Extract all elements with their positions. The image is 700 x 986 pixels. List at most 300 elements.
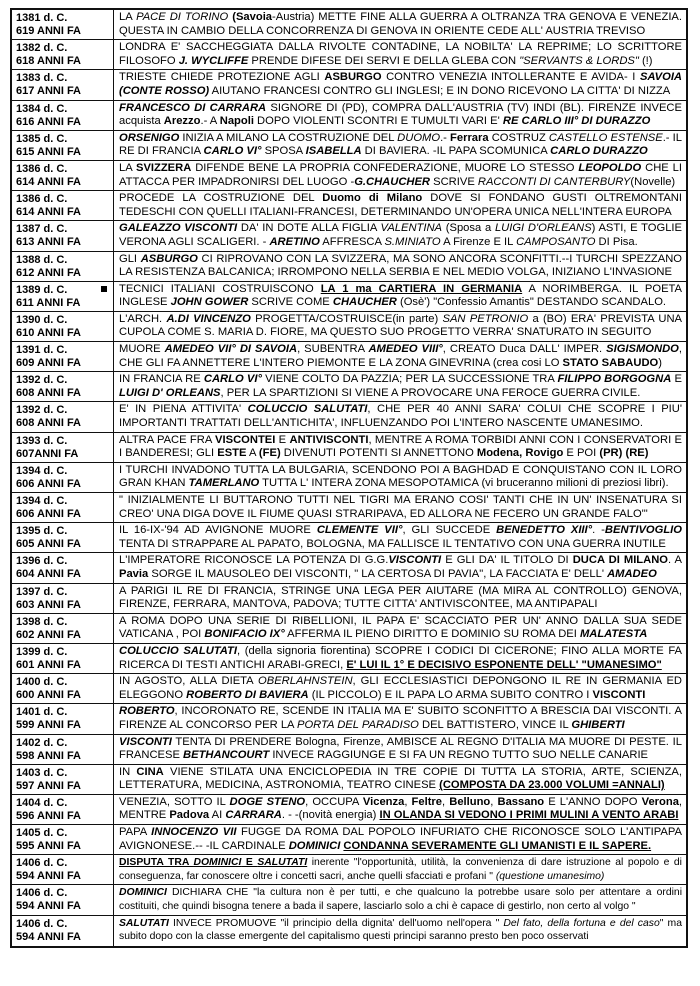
years-ago-label: 616 ANNI FA xyxy=(16,115,82,128)
text-segment: COSTRUZ xyxy=(488,131,549,144)
text-segment: (Sposa a xyxy=(442,222,495,235)
date-cell xyxy=(12,885,114,914)
date-cell xyxy=(12,584,114,613)
event-description xyxy=(114,372,686,401)
event-description xyxy=(114,402,686,431)
text-segment: DIVENUTI POTENTI SI ANNETTONO xyxy=(280,447,477,460)
text-segment: DISPUTA TRA xyxy=(119,857,194,869)
text-segment: SIGNORE DI (PD), COMPRA DALL'AUSTRIA (TV) INDI (BL). FIRENZE INVECE acquista xyxy=(119,101,682,128)
event-description xyxy=(114,342,686,371)
date-cell xyxy=(12,825,114,854)
year-label: 1396 d. C. xyxy=(16,555,68,568)
date-cell xyxy=(12,644,114,673)
year-label: 1399 d. C. xyxy=(16,645,68,658)
text-segment: LA xyxy=(119,161,136,174)
text-segment: " INIZIALMENTE LI BUTTARONO TUTTI NEL TIGRI MA ERANO COSI' TANTI CHE IN UN' INSENATURA SI CREO' UNA DIGA DOVE IL FIUME QUASI STRARIPAVA, ED ALLORA NE FECERO UN GRANDE FALO'" xyxy=(119,494,682,520)
text-segment: DEL BATTISTERO, VINCE IL xyxy=(418,718,572,731)
text-segment: INNOCENZO VII xyxy=(151,826,237,839)
year-label: 1404 d. C. xyxy=(16,796,68,809)
event-description xyxy=(114,131,686,160)
years-ago-label: 612 ANNI FA xyxy=(16,266,82,279)
date-cell xyxy=(12,131,114,160)
date-cell xyxy=(12,342,114,371)
table-row xyxy=(12,191,686,221)
text-segment: VISCONTI xyxy=(119,735,172,748)
text-segment: BENEDETTO XIII° xyxy=(496,524,593,537)
text-segment: JOHN GOWER xyxy=(170,296,249,309)
text-segment: ANTIVISCONTI xyxy=(289,433,369,446)
text-segment: VISCONTI xyxy=(592,688,646,701)
event-description xyxy=(114,40,686,69)
event-description xyxy=(114,252,686,281)
years-ago-label: 601 ANNI FA xyxy=(16,658,82,671)
text-segment: E' LUI IL 1° E DECISIVO ESPONENTE DELL' "UMANESIMO" xyxy=(346,658,662,671)
date-cell xyxy=(12,312,114,341)
text-segment: ) ASTI, E TOGLIE VERONA AGLI SCALIGERI. - xyxy=(119,222,682,248)
text-segment: , xyxy=(490,795,498,808)
text-segment: TECNICI ITALIANI COSTRUISCONO xyxy=(119,282,321,295)
text-segment: RACCONTI DI CANTERBURY xyxy=(477,175,631,188)
text-segment: LUIGI D' ORLEANS xyxy=(119,386,221,399)
text-segment: AI xyxy=(209,809,226,822)
date-cell xyxy=(12,402,114,431)
table-row xyxy=(12,885,686,915)
text-segment: CARLO VI° xyxy=(203,145,262,158)
year-label: 1392 d. C. xyxy=(16,404,68,417)
table-row xyxy=(12,372,686,402)
text-segment: PORTA DEL PARADISO xyxy=(297,718,419,731)
year-label: 1403 d. C. xyxy=(16,766,68,779)
text-segment: LA xyxy=(119,11,137,23)
years-ago-label: 603 ANNI FA xyxy=(16,598,82,611)
text-segment: Modena, Rovigo xyxy=(476,447,564,460)
text-segment: PAPA xyxy=(119,826,152,839)
text-segment: A.DI VINCENZO xyxy=(166,312,251,325)
text-segment: .- IL RE DI FRANCIA xyxy=(119,131,682,158)
text-segment: CONDANNA SEVERAMENTE GLI UMANISTI E IL SAPERE. xyxy=(343,839,652,852)
years-ago-label: 606 ANNI FA xyxy=(16,508,82,520)
table-row xyxy=(12,553,686,583)
text-segment: A ROMA DOPO UNA SERIE DI RIBELLIONI, IL PAPA E' SCACCIATO PER UN' ANNO DALLA SUA SEDE VATICANA , POI xyxy=(119,614,682,641)
year-label: 1406 d. C. xyxy=(16,857,68,870)
text-segment: COLUCCIO SALUTATI xyxy=(247,403,368,416)
text-segment: TENTA DI PRENDERE Bologna, Firenze, AMBISCE AL REGNO D'ITALIA MA MUORE DI PESTE. IL FRANCESE xyxy=(119,735,682,762)
table-row xyxy=(12,221,686,251)
years-ago-label: 606 ANNI FA xyxy=(16,477,82,490)
date-cell xyxy=(12,282,114,311)
date-cell xyxy=(12,795,114,824)
date-cell xyxy=(12,433,114,462)
table-row xyxy=(12,10,686,40)
text-segment: SAN PETRONIO xyxy=(442,312,529,325)
text-segment: LONDRA E' SACCHEGGIATA DALLA RIVOLTE CONTADINE, LA NOBILTA' LA REPRIME; LO SCRITTORE FILOSOFO xyxy=(119,41,682,67)
years-ago-label: 615 ANNI FA xyxy=(16,145,82,158)
text-segment: ASBURGO xyxy=(140,252,198,265)
text-segment: Belluno xyxy=(449,795,491,808)
table-row xyxy=(12,523,686,553)
date-cell xyxy=(12,735,114,764)
date-cell xyxy=(12,765,114,794)
text-segment: E xyxy=(275,433,290,446)
text-segment: (Osè') "Confessio Amantis" DESTANDO SCANDALO. xyxy=(396,296,667,309)
years-ago-label: 595 ANNI FA xyxy=(16,840,82,853)
text-segment: (RE) xyxy=(625,447,649,460)
event-description xyxy=(114,10,686,39)
event-description xyxy=(114,644,686,673)
event-description xyxy=(114,795,686,824)
text-segment: (PR) xyxy=(599,447,623,460)
text-segment: COLUCCIO SALUTATI xyxy=(119,644,237,657)
text-segment: ISABELLA xyxy=(305,145,362,158)
text-segment: E xyxy=(671,373,682,386)
table-row xyxy=(12,312,686,342)
text-segment: Vicenza xyxy=(362,795,405,808)
text-segment: . - -(novità energia) xyxy=(281,809,380,822)
years-ago-label: 614 ANNI FA xyxy=(16,206,82,219)
text-segment: LA 1 ma CARTIERA IN GERMANIA xyxy=(320,282,523,295)
year-label: 1381 d. C. xyxy=(16,12,68,24)
text-segment: ) xyxy=(658,356,662,369)
chronology-table xyxy=(10,8,688,948)
event-description xyxy=(114,463,686,492)
text-segment: VIENE STILATA UNA ENCICLOPEDIA IN TRE COPIE DI TUTTA LA STORIA, ARTE, SCIENZA, LETTERATURA, MEDICINA, ASTRONOMIA, TEATRO CINESE xyxy=(119,765,682,792)
table-row xyxy=(12,433,686,463)
text-segment: INVECE PROMUOVE "il principio della dignita' dell'uomo nell'opera " xyxy=(168,917,504,929)
years-ago-label: 594 ANNI FA xyxy=(16,930,82,943)
text-segment: DICHIARA CHE "la cultura non è per tutti, e che qualcuno la potrebbe usare solo per attentare a ordini costituiti, che quindi bisogna tenere a bada il sapere, lasciarlo solo a chi è capace di gestirlo, non certo al volgo " xyxy=(119,887,682,913)
text-segment: CASTELLO ESTENSE xyxy=(548,131,663,144)
event-description xyxy=(114,523,686,552)
text-segment: (COMPOSTA DA 23.000 VOLUMI =ANNALI) xyxy=(439,779,665,792)
text-segment: ARETINO xyxy=(269,235,320,248)
table-row xyxy=(12,463,686,493)
table-row xyxy=(12,252,686,282)
text-segment: -Austria) METTE FINE ALLA GUERRA A OLTRANZA TRA GENOVA E VENEZIA. QUESTA IN CAMBIO DELLA CONCORRENZA DI GENOVA IN ORIENTE CEDE ALL' AUSTRIA TREVISO xyxy=(119,11,682,37)
text-segment: SCRIVE COME xyxy=(248,296,333,309)
text-segment: ESTE xyxy=(217,447,247,460)
text-segment: ORSENIGO xyxy=(119,131,180,144)
text-segment: CLEMENTE VII° xyxy=(316,524,403,537)
text-segment: Pavia xyxy=(119,567,149,580)
text-segment: I TURCHI INVADONO TUTTA LA BULGARIA, SCENDONO POI A BAGHDAD E CONQUISTANO CON IL LORO GRAN KHAN xyxy=(119,463,682,490)
text-segment: FUGGE DA ROMA DAL POPOLO INFURIATO CHE RICONOSCE SOLO L'ANTIPAPA AVIGNONESE.-- -IL CARDINALE xyxy=(119,826,682,852)
date-cell xyxy=(12,674,114,703)
text-segment: (Novelle) xyxy=(630,175,676,188)
event-description xyxy=(114,916,686,946)
event-description xyxy=(114,735,686,764)
text-segment: inerente "l'opportunità, utilità, la convenienza di dare istruzione al popolo e di conseguenza, far conoscere oltre i concetti sacri, anche quelli sfacciati e profani " xyxy=(119,857,682,882)
text-segment: SORGE IL MAUSOLEO DEI VISCONTI, " LA CERTOSA DI PAVIA", LA FACCIATA E' DELL' xyxy=(148,567,608,580)
text-segment: (Savoia xyxy=(228,11,273,23)
event-description xyxy=(114,674,686,703)
text-segment: GHIBERTI xyxy=(571,718,625,731)
date-cell xyxy=(12,70,114,99)
year-label: 1386 d. C. xyxy=(16,193,68,206)
text-segment: DOMINICI xyxy=(119,887,167,899)
text-segment: Bassano xyxy=(497,795,545,808)
text-segment: Napoli xyxy=(219,115,254,128)
event-description xyxy=(114,101,686,130)
years-ago-label: 614 ANNI FA xyxy=(16,175,82,188)
text-segment: DOPO VIOLENTI SCONTRI E TUMULTI VARI E' xyxy=(253,115,503,128)
date-cell xyxy=(12,493,114,522)
date-cell xyxy=(12,252,114,281)
text-segment: (questione umanesimo) xyxy=(495,870,605,882)
event-description xyxy=(114,161,686,190)
years-ago-label: 598 ANNI FA xyxy=(16,749,82,762)
text-segment: , xyxy=(442,795,450,808)
event-description xyxy=(114,855,686,884)
table-row xyxy=(12,916,686,946)
text-segment: DOVE SI FONDANO GUSTI OLTREMONTANI TEDESCHI CON QUELLI ITALIANI-FRANCESI, DETERMINANDO UN'OPERA UNICA NELL'INTERA EUROPA xyxy=(119,192,682,218)
table-row xyxy=(12,342,686,372)
event-description xyxy=(114,433,686,462)
year-label: 1386 d. C. xyxy=(16,162,68,175)
table-row xyxy=(12,402,686,432)
text-segment: VALENTINA xyxy=(380,222,443,235)
event-description xyxy=(114,885,686,914)
text-segment: Del fato, della fortuna e del caso xyxy=(503,917,660,929)
text-segment: IN OLANDA SI VEDONO I PRIMI MULINI A VENTO ARABI xyxy=(379,809,679,822)
text-segment: CI RIPROVANO CON LA SVIZZERA, MA SONO ANCORA SCONFITTI.--I TURCHI SPEZZANO LA RESISTENZA BALCANICA; IRROMPONO NELLA SERBIA E NEL MEDIO VOLGA, INIZIANO L'INVASIONE xyxy=(119,252,683,279)
text-segment: AMEDEO VIII° xyxy=(368,343,443,356)
table-row xyxy=(12,584,686,614)
event-description xyxy=(114,614,686,643)
text-segment: IN xyxy=(119,765,137,778)
text-segment: CAMPOSANTO xyxy=(516,235,596,248)
years-ago-label: 610 ANNI FA xyxy=(16,326,82,339)
text-segment: LEOPOLDO xyxy=(578,161,642,174)
text-segment: , xyxy=(404,795,412,808)
text-segment: GLI xyxy=(119,252,141,265)
text-segment: , CHE PER 40 ANNI SARA' COLUI CHE SCOPRE I PIU' IMPORTANTI TRATTATI DELL'ANTICHITA', INFLUENZANDO POI L'INTERO NASCENTE UMANESIMO. xyxy=(119,403,683,430)
text-segment: DUCA DI MILANO xyxy=(572,554,669,567)
event-description xyxy=(114,70,686,99)
text-segment: CHE LI ATTACCA PER IMPADRONIRSI DEL LUOGO - xyxy=(119,161,682,188)
text-segment: , GLI SUCCEDE xyxy=(402,524,497,537)
text-segment: FRANCESCO DI CARRARA xyxy=(119,101,267,114)
text-segment: SALUTATI xyxy=(257,857,308,869)
text-segment: DOMINICI xyxy=(288,839,341,852)
text-segment: DA' IN DOTE ALLA FIGLIA xyxy=(237,222,381,235)
text-segment: .- A xyxy=(200,115,220,128)
event-description xyxy=(114,221,686,250)
date-cell xyxy=(12,10,114,39)
date-cell xyxy=(12,161,114,190)
text-segment: DOMINICI xyxy=(193,857,242,869)
year-label: 1394 d. C. xyxy=(16,464,68,477)
text-segment: , MENTRE A ROMA TORBIDI ANNI CON I CONSERVATORI E I BANDERESI; GLI xyxy=(119,433,682,460)
years-ago-label: 611 ANNI FA xyxy=(16,296,81,309)
years-ago-label: 618 ANNI FA xyxy=(16,55,82,68)
year-label: 1400 d. C. xyxy=(16,676,68,689)
years-ago-label: 599 ANNI FA xyxy=(16,719,82,732)
text-segment: E' IN PIENA ATTIVITA' xyxy=(119,403,248,416)
year-label: 1385 d. C. xyxy=(16,132,68,145)
year-label: 1382 d. C. xyxy=(16,42,68,55)
text-segment: DOGE STENO xyxy=(229,795,306,808)
text-segment: (FE) xyxy=(258,447,281,460)
years-ago-label: 600 ANNI FA xyxy=(16,689,82,702)
years-ago-label: 613 ANNI FA xyxy=(16,236,82,249)
year-label: 1384 d. C. xyxy=(16,102,68,115)
table-row xyxy=(12,493,686,523)
event-description xyxy=(114,282,686,311)
text-segment: Arezzo xyxy=(163,115,201,128)
text-segment: Duomo di Milano xyxy=(322,192,423,205)
text-segment: Padova xyxy=(169,809,210,822)
years-ago-label: 594 ANNI FA xyxy=(16,900,82,913)
text-segment: VIENE COLTO DA PAZZIA; PER LA SUCCESSIONE TRA xyxy=(261,373,558,386)
table-row xyxy=(12,855,686,885)
text-segment: DIFENDE BENE LA PROPRIA CONFEDERAZIONE, MUORE LO STESSO xyxy=(191,161,579,174)
text-segment: INVECE RAGGIUNGE E SI FA UN REGNO TUTTO SUO NELLE CANARIE xyxy=(269,749,649,762)
table-row xyxy=(12,735,686,765)
years-ago-label: 608 ANNI FA xyxy=(16,387,82,400)
text-segment: AFFERMA IL PIENO DIRITTO E DOMINIO SU ROMA DEI xyxy=(284,628,580,641)
year-label: 1395 d. C. xyxy=(16,525,68,538)
text-segment: A PARIGI IL RE DI FRANCIA, STRINGE UNA LEGA PER AIUTARE (MA MIRA AL CONTROLLO) GENOVA, FIRENZE, FERRARA, MANTOVA, PADOVA; TUTTE CITTA' ANTIVISCONTEE, MA ANTIPAPALI xyxy=(119,584,682,611)
table-row xyxy=(12,704,686,734)
text-segment: E xyxy=(241,857,258,869)
text-segment: , CREATO Duca DALL' IMPER. xyxy=(442,343,607,356)
text-segment: ROBERTO xyxy=(119,705,175,718)
text-segment: PACE DI TORINO xyxy=(136,11,229,23)
year-label: 1397 d. C. xyxy=(16,585,68,598)
year-label: 1394 d. C. xyxy=(16,495,68,507)
year-label: 1401 d. C. xyxy=(16,706,68,719)
text-segment: SCRIVE xyxy=(430,175,478,188)
text-segment: A xyxy=(246,447,259,460)
year-label: 1393 d. C. xyxy=(16,434,68,447)
text-segment: CONTRO VENEZIA INTOLLERANTE E AVIDA- I xyxy=(381,71,640,84)
event-description xyxy=(114,493,686,522)
text-segment: "SERVANTS & LORDS" xyxy=(519,54,639,67)
text-segment: IN FRANCIA RE xyxy=(119,373,204,386)
text-segment: SAVOIA (CONTE ROSSO) xyxy=(119,71,683,97)
text-segment: a (BO) ERA' PREVISTA UNA CUPOLA COME S. MARIA D. FIORE, MA QUESTO SUO PROGETTO VERRA' SNATURATO IN SEGUITO xyxy=(119,312,682,339)
text-segment: BETHANCOURT xyxy=(183,749,270,762)
text-segment: AMADEO xyxy=(607,567,657,580)
date-cell xyxy=(12,855,114,884)
text-segment: ROBERTO DI BAVIERA xyxy=(186,688,309,701)
text-segment: SVIZZERA xyxy=(135,161,192,174)
year-label: 1406 d. C. xyxy=(16,887,68,900)
text-segment: RE CARLO III° DI DURAZZO xyxy=(502,115,651,128)
text-segment: GALEAZZO VISCONTI xyxy=(119,222,238,235)
text-segment: A NORIMBERGA. IL POETA INGLESE xyxy=(119,282,682,309)
text-segment: SALUTATI xyxy=(119,917,169,929)
text-segment: VENEZIA, SOTTO IL xyxy=(119,795,230,808)
year-label: 1387 d. C. xyxy=(16,223,68,236)
table-row xyxy=(12,644,686,674)
table-row xyxy=(12,614,686,644)
text-segment: , CHE GLI FA ANNETTERE L'INTERO PIEMONTE E LA ZONA GINEVRINA (crea cosi LO xyxy=(119,343,682,369)
text-segment: ASBURGO xyxy=(324,71,382,84)
text-segment: SPOSA xyxy=(261,145,306,158)
text-segment: CARLO VI° xyxy=(203,373,262,386)
years-ago-label: 594 ANNI FA xyxy=(16,870,82,883)
text-segment: CINA xyxy=(136,765,164,778)
square-bullet-icon xyxy=(101,286,107,292)
year-label: 1391 d. C. xyxy=(16,344,68,357)
text-segment: AIUTANO FRANCESI CONTRO GLI INGLESI; E IN DONO RICEVONO LA CITTA' DI NIZZA xyxy=(209,84,671,97)
text-segment: Verona xyxy=(641,795,679,808)
text-segment: CARRARA xyxy=(225,809,282,822)
date-cell xyxy=(12,704,114,733)
text-segment: BONIFACIO IX° xyxy=(204,628,285,641)
years-ago-label: 605 ANNI FA xyxy=(16,538,82,551)
year-label: 1392 d. C. xyxy=(16,374,68,387)
year-label: 1402 d. C. xyxy=(16,736,68,749)
text-segment: E POI xyxy=(563,447,600,460)
text-segment: SIGISMONDO xyxy=(606,343,679,356)
text-segment: L'IMPERATORE RICONOSCE LA POTENZA DI G.G. xyxy=(119,554,389,567)
date-cell xyxy=(12,101,114,130)
year-label: 1388 d. C. xyxy=(16,253,68,266)
date-cell xyxy=(12,614,114,643)
date-cell xyxy=(12,221,114,250)
text-segment: AMEDEO VII° DI SAVOIA xyxy=(164,343,298,356)
text-segment: TENTA DI STRAPPARE AL PAPATO, BOLOGNA, MA FALLISCE IL TENTATIVO CON UNA GUERRA INUTILE xyxy=(119,537,666,550)
text-segment: MUORE xyxy=(119,343,165,356)
text-segment: , SUBENTRA xyxy=(297,343,369,356)
event-description xyxy=(114,312,686,341)
year-label: 1406 d. C. xyxy=(16,917,68,930)
date-cell xyxy=(12,191,114,220)
text-segment: BENTIVOGLIO xyxy=(604,524,682,537)
text-segment: , GLI ECCLESIASTICI DEPONGONO IL RE IN GERMANIA ED ELEGGONO xyxy=(119,675,682,701)
table-row xyxy=(12,674,686,704)
table-row xyxy=(12,131,686,161)
text-segment: CARLO DURAZZO xyxy=(550,145,648,158)
text-segment: , MENTRE xyxy=(119,795,683,822)
date-cell xyxy=(12,372,114,401)
years-ago-label: 619 ANNI FA xyxy=(16,25,82,37)
event-description xyxy=(114,584,686,613)
year-label: 1383 d. C. xyxy=(16,72,68,85)
text-segment: (IL PICCOLO) E IL PAPA LO ARMA SUBITO CONTRO I xyxy=(308,688,593,701)
text-segment: TRIESTE CHIEDE PROTEZIONE AGLI xyxy=(119,71,325,84)
text-segment: ALTRA PACE FRA xyxy=(119,433,216,446)
text-segment: G.CHAUCHER xyxy=(354,175,431,188)
event-description xyxy=(114,553,686,582)
text-segment: , INCORONATO RE, SCENDE IN ITALIA MA E' SUBITO SCONFITTO A BRESCIA DAI VISCONTI. A FIRENZE AL CONCORSO PER LA xyxy=(119,705,682,731)
text-segment: (!) xyxy=(638,54,653,67)
event-description xyxy=(114,765,686,794)
text-segment: E GLI DA' IL TITOLO DI xyxy=(441,554,573,567)
text-segment: PROCEDE LA COSTRUZIONE DEL xyxy=(119,192,323,205)
text-segment: , OCCUPA xyxy=(305,795,363,808)
event-description xyxy=(114,191,686,220)
table-row xyxy=(12,161,686,191)
years-ago-label: 607ANNI FA xyxy=(16,447,79,460)
text-segment: VISCONTEI xyxy=(215,433,276,446)
date-cell xyxy=(12,40,114,69)
table-row xyxy=(12,40,686,70)
text-segment: J. WYCLIFFE xyxy=(178,54,249,67)
years-ago-label: 596 ANNI FA xyxy=(16,809,82,822)
text-segment: . A xyxy=(668,554,683,567)
text-segment: VISCONTI xyxy=(388,554,442,567)
table-row xyxy=(12,282,686,312)
text-segment: OBERLAHNSTEIN xyxy=(258,675,353,688)
table-row xyxy=(12,795,686,825)
text-segment: Feltre xyxy=(411,795,443,808)
text-segment: AFFRESCA xyxy=(319,235,385,248)
text-segment: L'ARCH. xyxy=(119,312,167,325)
text-segment: DI BAVIERA. -IL PAPA SCOMUNICA xyxy=(361,145,551,158)
